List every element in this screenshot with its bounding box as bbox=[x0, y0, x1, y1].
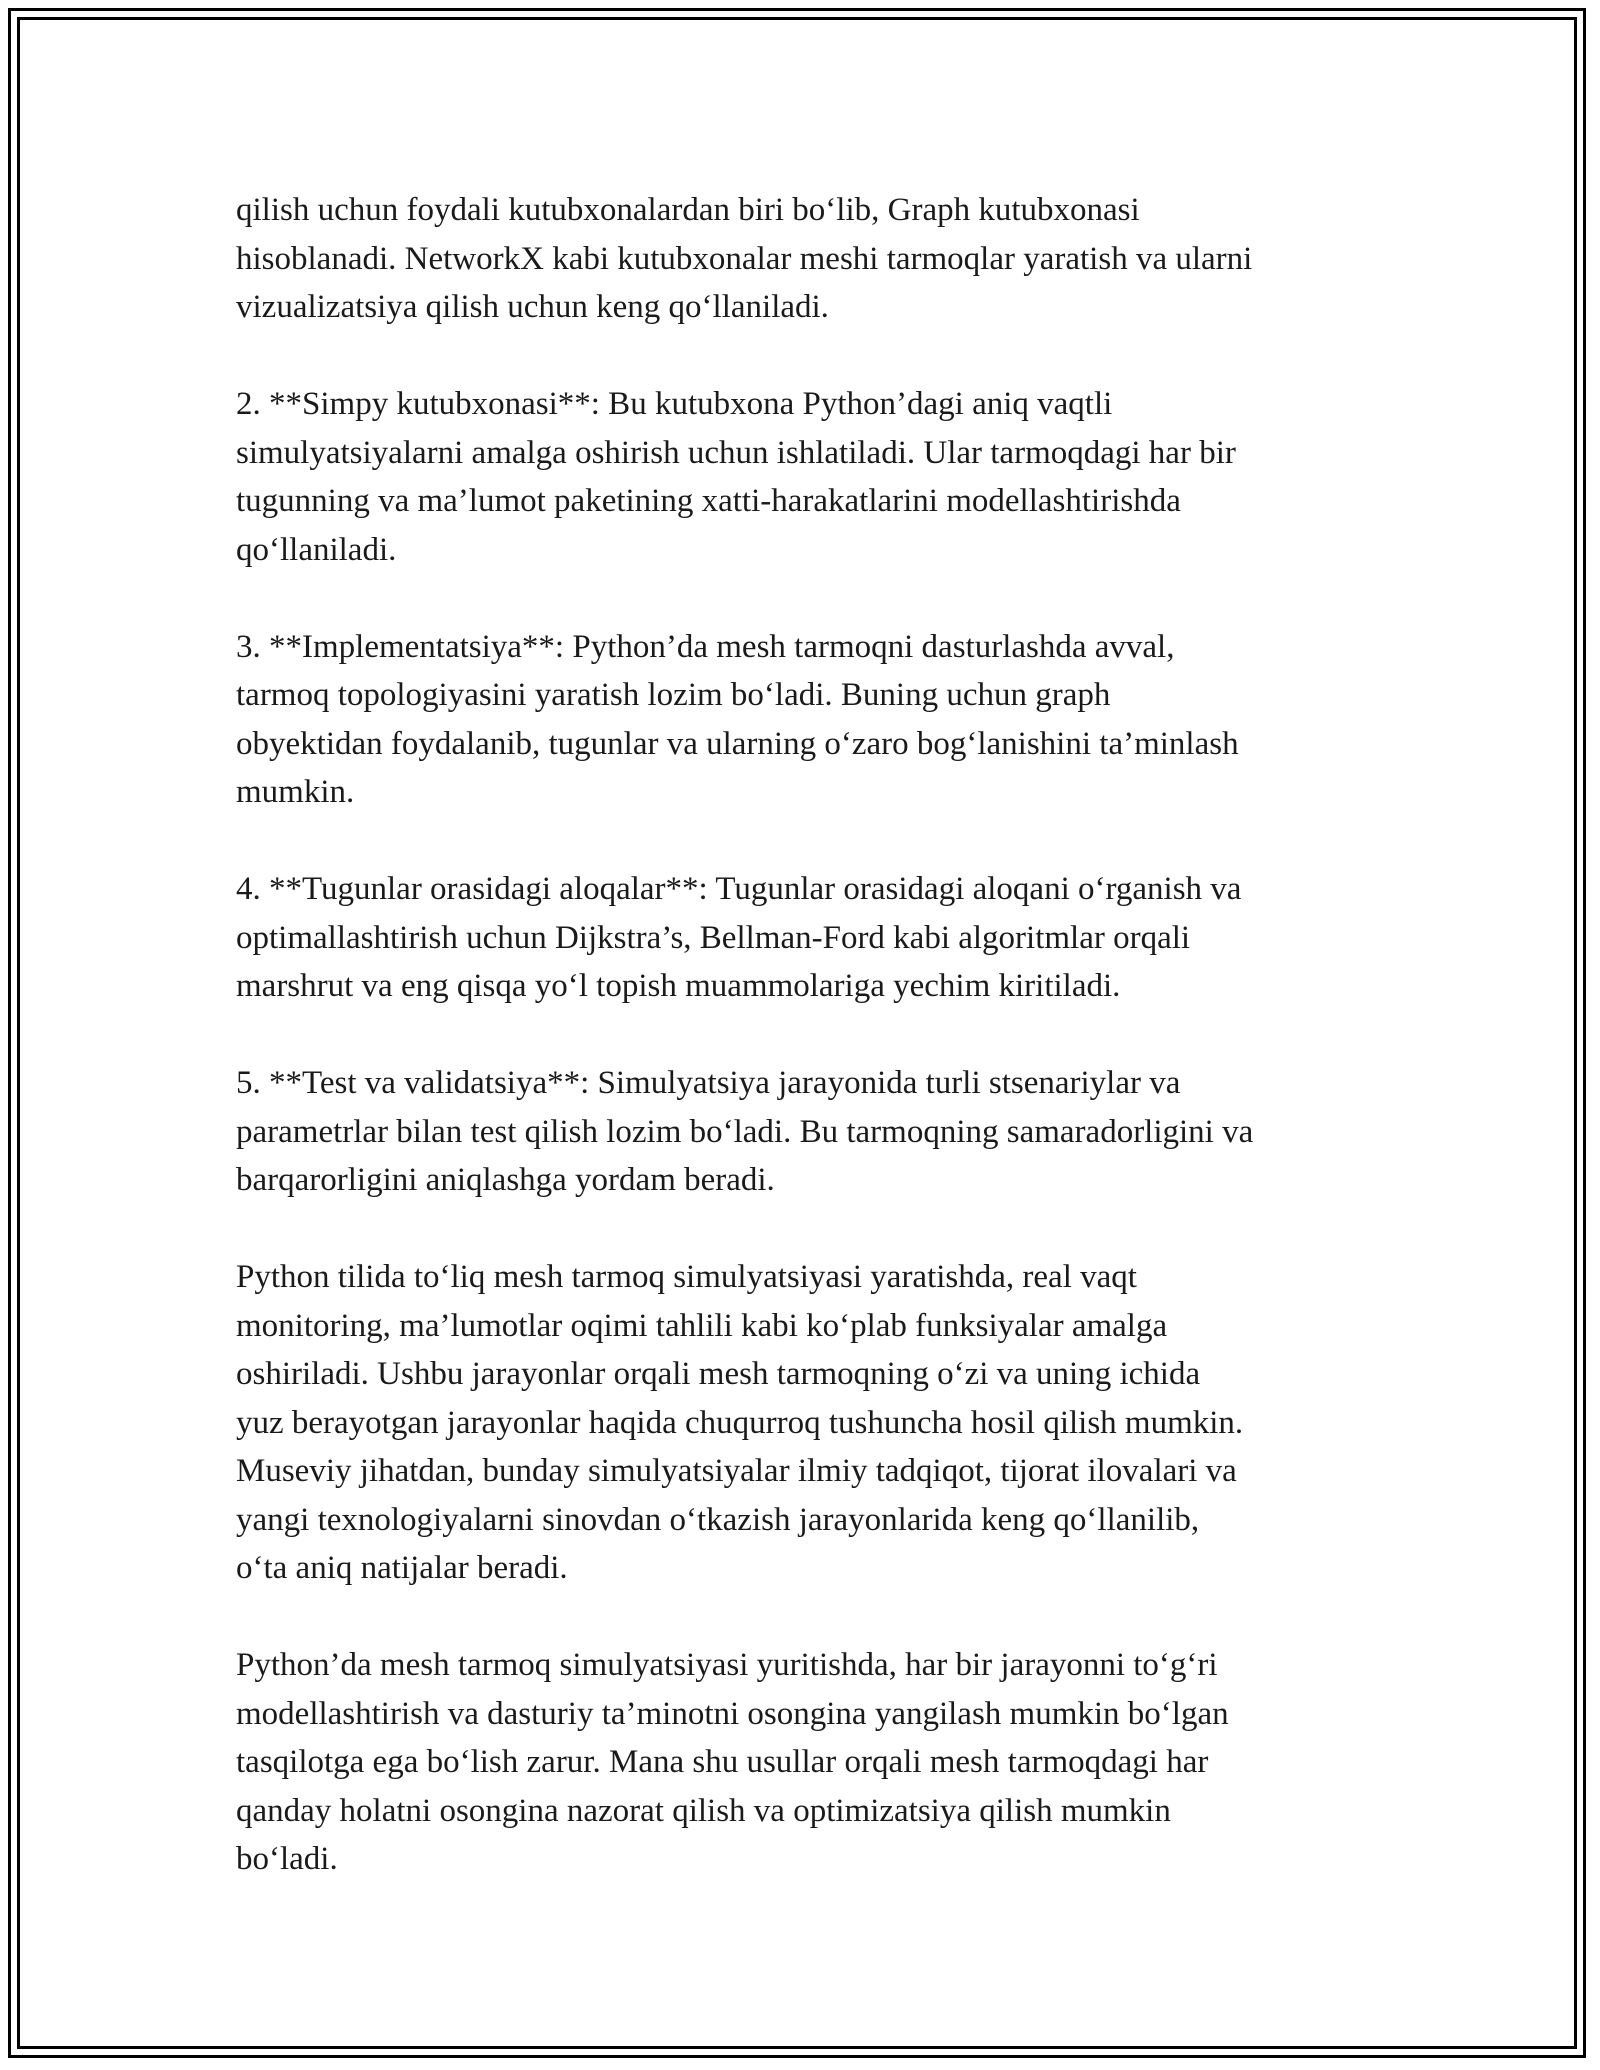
paragraph-testing: 5. **Test va validatsiya**: Simulyatsiya jarayonida turli stsenariylar va parametrlar bilan test qilish lozim bo‘ladi. Bu tarmoqning samaradorligini va barqarorligini aniqlashga yordam beradi. bbox=[236, 1065, 1254, 1198]
paragraph-node-links: 4. **Tugunlar orasidagi aloqalar**: Tugunlar orasidagi aloqani o‘rganish va optimallashtirish uchun Dijkstra’s, Bellman-Ford kabi algoritmlar orqali marshrut va eng qisqa yo‘l topish muammolariga yechim kiritiladi. bbox=[236, 871, 1242, 1004]
paragraph-implementation: 3. **Implementatsiya**: Python’da mesh tarmoqni dasturlashda avval, tarmoq topologiyasini yaratish lozim bo‘ladi. Buning uchun graph obyektidan foydalanib, tugunlar va ularning o‘zaro bog‘lanishini ta’minlash mumkin. bbox=[236, 628, 1239, 810]
paragraph-conclusion: Python’da mesh tarmoq simulyatsiyasi yuritishda, har bir jarayonni to‘g‘ri modellashtirish va dasturiy ta’minotni osongina yangilash mumkin bo‘lgan tasqilotga ega bo‘lish zarur. Mana shu usullar orqali mesh tarmoqdagi har qanday holatni osongina nazorat qilish va optimizatsiya qilish mumkin bo‘ladi. bbox=[236, 1647, 1229, 1877]
paragraph-full-simulation: Python tilida to‘liq mesh tarmoq simulyatsiyasi yaratishda, real vaqt monitoring, ma’lumotlar oqimi tahlili kabi ko‘plab funksiyalar amalga oshiriladi. Ushbu jarayonlar orqali mesh tarmoqning o‘zi va uning ichida yuz berayotgan jarayonlar haqida chuqurroq tushuncha hosil qilish mumkin. Museviy jihatdan, bunday simulyatsiyalar ilmiy tadqiqot, tijorat ilovalari va yangi texnologiyalarni sinovdan o‘tkazish jarayonlarida keng qo‘llanilib, o‘ta aniq natijalar beradi. bbox=[236, 1259, 1244, 1586]
paragraph-simpy: 2. **Simpy kutubxonasi**: Bu kutubxona Python’dagi aniq vaqtli simulyatsiyalarni amalga oshirish uchun ishlatiladi. Ular tarmoqdagi har bir tugunning va ma’lumot paketining xatti-harakatlarini modellashtirishda qo‘llaniladi. bbox=[236, 386, 1236, 568]
document-body bbox=[236, 186, 1376, 1884]
paragraph-intro: qilish uchun foydali kutubxonalardan biri bo‘lib, Graph kutubxonasi hisoblanadi. NetworkX kabi kutubxonalar meshi tarmoqlar yaratish va ularni vizualizatsiya qilish uchun keng qo‘llaniladi. bbox=[236, 192, 1253, 325]
